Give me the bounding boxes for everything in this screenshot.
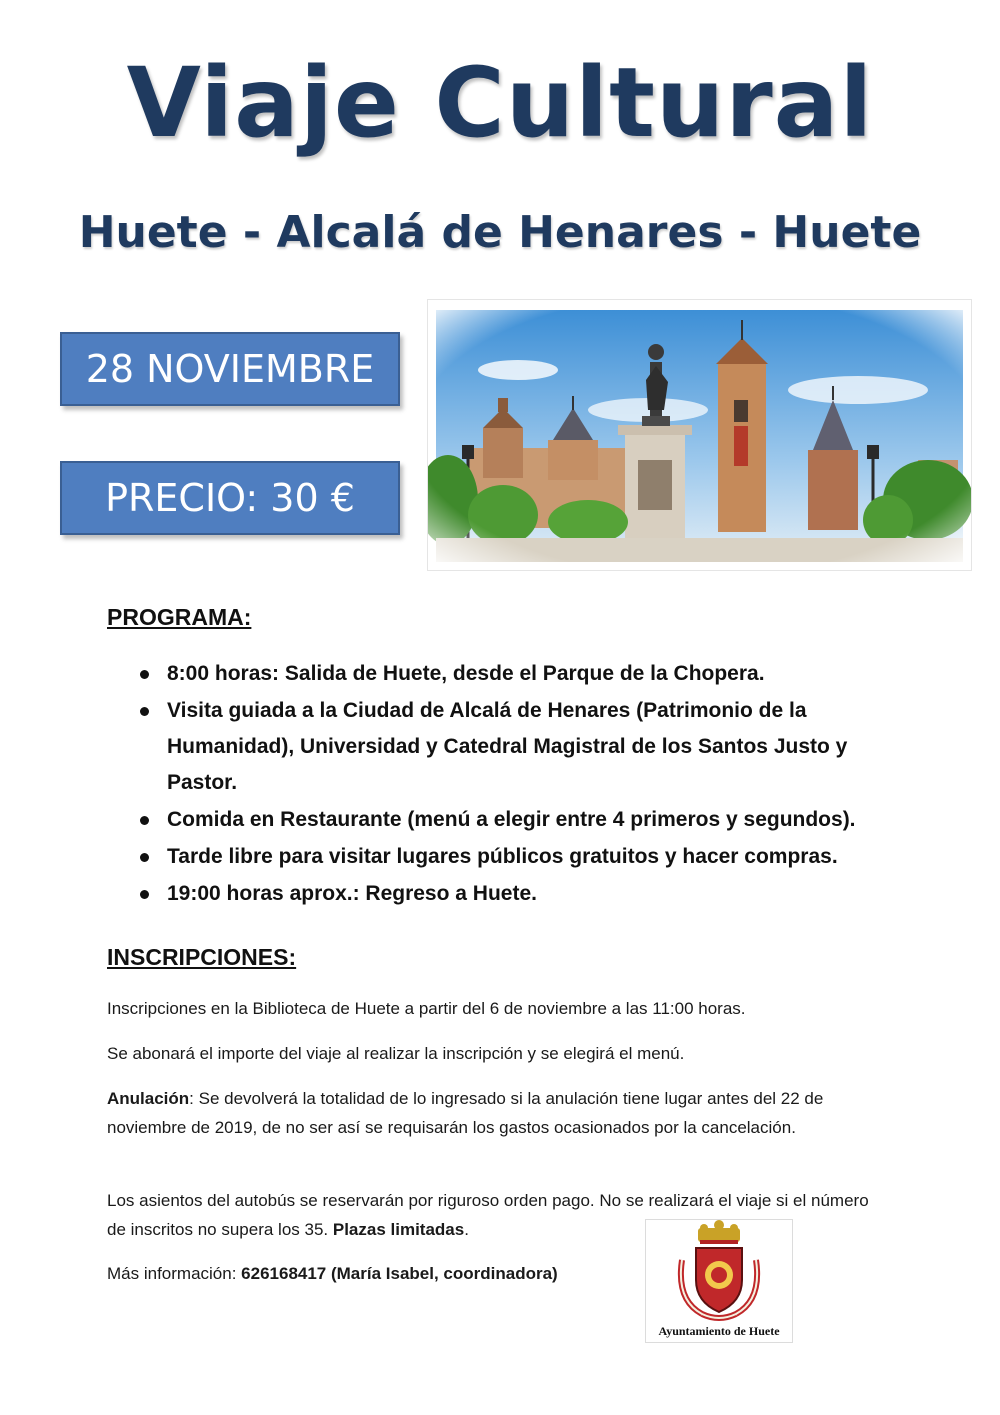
cancellation-label: Anulación	[107, 1089, 190, 1108]
inscripciones-location-text: Inscripciones en la Biblioteca de Huete a partir del 6 de noviembre a las 11:00 horas.	[107, 999, 746, 1018]
seats-body: Los asientos del autobús se reservarán por riguroso orden pago. No se realizará el viaje si el número de inscritos no supera los 35.	[107, 1191, 869, 1239]
route-subtitle: Huete - Alcalá de Henares - Huete	[78, 207, 922, 258]
price-box: PRECIO: 30 €	[60, 461, 400, 535]
cancellation-body: : Se devolverá la totalidad de lo ingresado si la anulación tiene lugar antes del 22 de noviembre de 2019, de no ser así se requisarán los gastos ocasionados por la cancelación.	[107, 1089, 824, 1137]
programa-item-text: Tarde libre para visitar lugares públicos gratuitos y hacer compras.	[167, 845, 838, 868]
bullet-icon	[140, 853, 149, 862]
programa-list	[107, 656, 907, 913]
list-item	[107, 693, 907, 801]
programa-item-text: 19:00 horas aprox.: Regreso a Huete.	[167, 882, 537, 905]
plaza-illustration	[428, 300, 971, 570]
inscripciones-heading: INSCRIPCIONES:	[107, 944, 297, 970]
bullet-icon	[140, 707, 149, 716]
contact-phone: 626168417 (María Isabel, coordinadora)	[241, 1264, 558, 1283]
limited-seats-label: Plazas limitadas	[332, 1220, 465, 1239]
programa-item-text: Visita guiada a la Ciudad de Alcalá de Henares (Patrimonio de la Humanidad), Universidad y Catedral Magistral de los Santos Justo y Pastor.	[167, 699, 848, 794]
date-box: 28 NOVIEMBRE	[60, 332, 400, 406]
payment-text: Se abonará el importe del viaje al realizar la inscripción y se elegirá el menú.	[107, 1044, 685, 1063]
list-item	[107, 802, 907, 838]
bullet-icon	[140, 670, 149, 679]
programa-item-text: Comida en Restaurante (menú a elegir entre 4 primeros y segundos).	[167, 808, 856, 831]
ayuntamiento-logo	[645, 1219, 793, 1343]
cancellation-text	[107, 1084, 877, 1142]
contact-label: Más información:	[107, 1264, 242, 1283]
logo-caption: Ayuntamiento de Huete	[658, 1324, 780, 1338]
programa-heading: PROGRAMA:	[107, 604, 252, 630]
bullet-icon	[140, 890, 149, 899]
seats-end: .	[464, 1220, 469, 1239]
alcala-plaza-photo	[427, 299, 972, 571]
list-item	[107, 656, 907, 692]
bullet-icon	[140, 816, 149, 825]
page-title: Viaje Cultural	[126, 47, 874, 159]
programa-item-text: 8:00 horas: Salida de Huete, desde el Parque de la Chopera.	[167, 662, 765, 685]
coat-of-arms-icon	[646, 1220, 792, 1324]
list-item	[107, 876, 907, 912]
list-item	[107, 839, 907, 875]
